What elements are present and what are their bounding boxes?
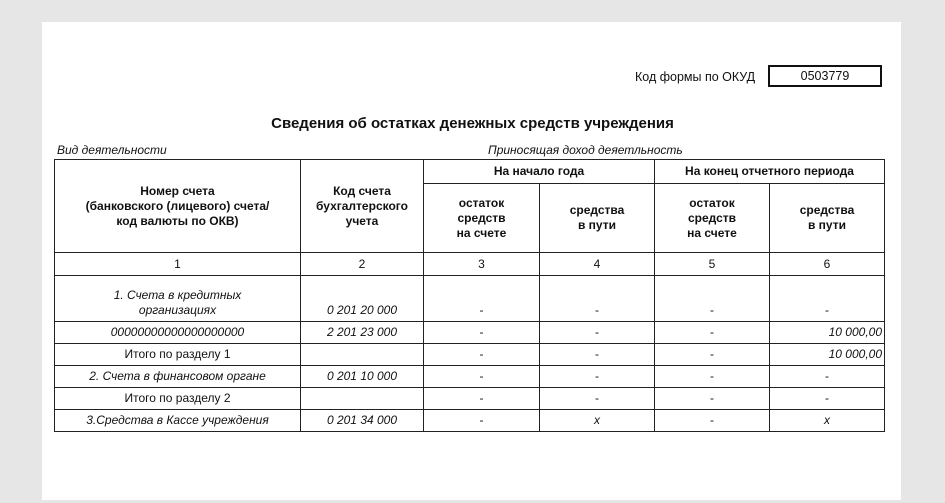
table-row xyxy=(55,276,885,322)
header-account-number: Номер счета (банковского (лицевого) счета/ код валюты по ОКВ) xyxy=(55,160,301,253)
row-name: 00000000000000000000 xyxy=(55,322,301,344)
activity-type-value: Приносящая доход деяетльность xyxy=(488,143,683,157)
table-row xyxy=(55,344,885,366)
row-value: 10 000,00 xyxy=(770,344,885,366)
row-code xyxy=(301,344,424,366)
column-number: 1 xyxy=(55,253,301,276)
row-code: 0 201 10 000 xyxy=(301,366,424,388)
row-value: - xyxy=(540,366,655,388)
header-start-balance: остаток средств на счете xyxy=(424,184,540,253)
column-number: 3 xyxy=(424,253,540,276)
row-value: - xyxy=(770,276,885,322)
row-code xyxy=(301,388,424,410)
row-name: 1. Счета в кредитных организациях xyxy=(55,276,301,322)
row-value: x xyxy=(770,410,885,432)
row-value: - xyxy=(655,388,770,410)
header-start-in-transit: средства в пути xyxy=(540,184,655,253)
header-end-in-transit: средства в пути xyxy=(770,184,885,253)
row-value: - xyxy=(424,322,540,344)
row-value: - xyxy=(655,366,770,388)
row-value: - xyxy=(540,276,655,322)
cash-balance-table xyxy=(54,159,885,432)
row-value: - xyxy=(655,322,770,344)
row-value: - xyxy=(424,410,540,432)
row-value: - xyxy=(655,344,770,366)
document-title: Сведения об остатках денежных средств учреждения xyxy=(271,115,674,132)
column-number: 2 xyxy=(301,253,424,276)
header-account-code: Код счета бухгалтерского учета xyxy=(301,160,424,253)
row-name: 2. Счета в финансовом органе xyxy=(55,366,301,388)
okud-label: Код формы по ОКУД xyxy=(635,70,756,84)
header-end-of-period: На конец отчетного периода xyxy=(655,160,885,184)
row-name: Итого по разделу 1 xyxy=(55,344,301,366)
table-row xyxy=(55,388,885,410)
row-value: - xyxy=(424,366,540,388)
row-value: - xyxy=(655,276,770,322)
row-value: - xyxy=(770,388,885,410)
row-code: 0 201 20 000 xyxy=(301,276,424,322)
row-value: - xyxy=(540,388,655,410)
table-row xyxy=(55,322,885,344)
header-end-balance: остаток средств на счете xyxy=(655,184,770,253)
row-code: 2 201 23 000 xyxy=(301,322,424,344)
row-value: - xyxy=(424,276,540,322)
column-number: 6 xyxy=(770,253,885,276)
row-value: - xyxy=(655,410,770,432)
okud-code-box: 0503779 xyxy=(768,65,882,87)
table-row xyxy=(55,410,885,432)
row-value: 10 000,00 xyxy=(770,322,885,344)
row-code: 0 201 34 000 xyxy=(301,410,424,432)
row-value: - xyxy=(424,344,540,366)
header-start-of-year: На начало года xyxy=(424,160,655,184)
table-row xyxy=(55,366,885,388)
row-value: - xyxy=(540,322,655,344)
row-value: - xyxy=(424,388,540,410)
row-value: - xyxy=(770,366,885,388)
row-name: Итого по разделу 2 xyxy=(55,388,301,410)
row-value: - xyxy=(540,344,655,366)
row-value: x xyxy=(540,410,655,432)
row-name: 3.Средства в Кассе учреждения xyxy=(55,410,301,432)
activity-type-label: Вид деятельности xyxy=(57,143,167,157)
column-number: 5 xyxy=(655,253,770,276)
column-number: 4 xyxy=(540,253,655,276)
